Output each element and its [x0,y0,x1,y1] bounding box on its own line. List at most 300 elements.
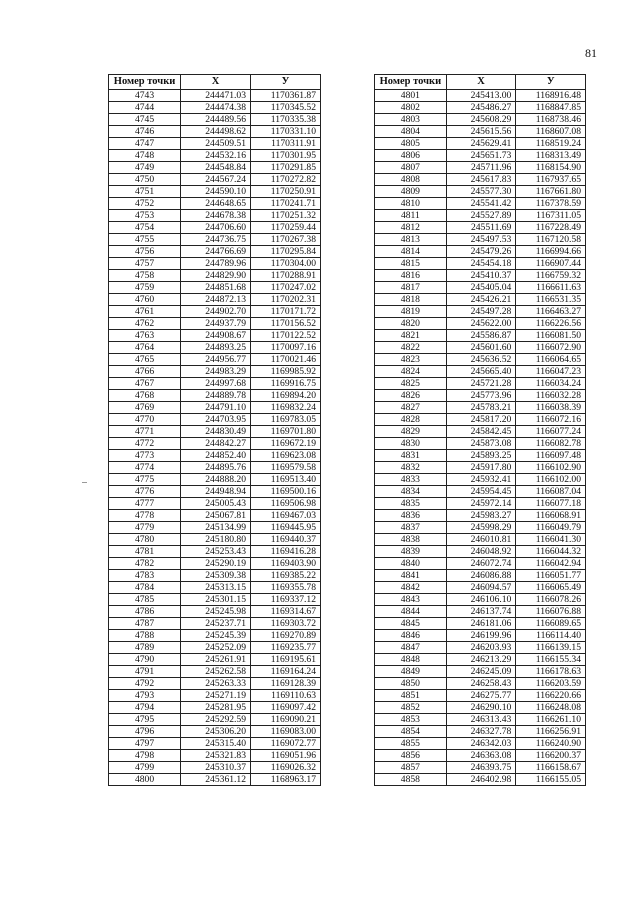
table-row [375,762,586,774]
x-coordinate-cell: 245586.87 [446,330,516,342]
x-coordinate-cell: 245290.19 [181,558,251,570]
point-number-cell: 4783 [109,570,181,582]
table-row [109,510,321,522]
table-row [375,726,586,738]
x-coordinate-cell: 245410.37 [446,270,516,282]
table-row [375,450,586,462]
y-coordinate-cell: 1166611.63 [516,282,586,294]
point-number-cell: 4810 [375,198,447,210]
point-number-cell: 4818 [375,294,447,306]
point-number-cell: 4858 [375,774,447,786]
table-row [375,258,586,270]
table-row [109,246,321,258]
x-coordinate-cell: 245262.58 [181,666,251,678]
y-coordinate-cell: 1166077.24 [516,426,586,438]
x-coordinate-cell: 245313.15 [181,582,251,594]
x-coordinate-cell: 246199.96 [446,630,516,642]
table-row [375,546,586,558]
table-row [109,654,321,666]
header-row [109,75,321,90]
x-coordinate-cell: 245413.00 [446,90,516,102]
point-number-cell: 4745 [109,114,181,126]
table-row [109,714,321,726]
margin-mark [82,482,87,483]
table-row [109,162,321,174]
point-number-cell: 4833 [375,474,447,486]
x-coordinate-cell: 244532.16 [181,150,251,162]
y-coordinate-cell: 1170288.91 [251,270,321,282]
point-number-cell: 4759 [109,282,181,294]
y-coordinate-cell: 1167228.49 [516,222,586,234]
point-number-cell: 4793 [109,690,181,702]
table-row [109,678,321,690]
point-number-cell: 4838 [375,534,447,546]
table-row [109,330,321,342]
point-number-cell: 4764 [109,342,181,354]
x-coordinate-cell: 244474.38 [181,102,251,114]
x-coordinate-cell: 245577.30 [446,186,516,198]
x-coordinate-cell: 245665.40 [446,366,516,378]
x-coordinate-cell: 245636.52 [446,354,516,366]
table-row [109,114,321,126]
x-coordinate-cell: 245783.21 [446,402,516,414]
table-row [109,126,321,138]
y-coordinate-cell: 1170250.91 [251,186,321,198]
point-number-cell: 4809 [375,186,447,198]
table-row [109,366,321,378]
y-coordinate-cell: 1166047.23 [516,366,586,378]
table-row [375,474,586,486]
y-coordinate-cell: 1166078.26 [516,594,586,606]
y-coordinate-cell: 1166049.79 [516,522,586,534]
x-coordinate-cell: 244590.10 [181,186,251,198]
point-number-cell: 4769 [109,402,181,414]
point-number-cell: 4808 [375,174,447,186]
table-row [375,486,586,498]
x-coordinate-cell: 245309.38 [181,570,251,582]
point-number-cell: 4799 [109,762,181,774]
point-number-cell: 4804 [375,126,447,138]
table-row [109,378,321,390]
y-coordinate-cell: 1166907.44 [516,258,586,270]
header-x: X [181,75,251,90]
point-number-cell: 4847 [375,642,447,654]
point-number-cell: 4836 [375,510,447,522]
y-coordinate-cell: 1166256.91 [516,726,586,738]
y-coordinate-cell: 1166759.32 [516,270,586,282]
point-number-cell: 4796 [109,726,181,738]
y-coordinate-cell: 1166248.08 [516,702,586,714]
point-number-cell: 4776 [109,486,181,498]
y-coordinate-cell: 1169500.16 [251,486,321,498]
y-coordinate-cell: 1167661.80 [516,186,586,198]
x-coordinate-cell: 245651.73 [446,150,516,162]
y-coordinate-cell: 1170311.91 [251,138,321,150]
y-coordinate-cell: 1166102.00 [516,474,586,486]
x-coordinate-cell: 244489.56 [181,114,251,126]
x-coordinate-cell: 244889.78 [181,390,251,402]
table-row [375,390,586,402]
y-coordinate-cell: 1166220.66 [516,690,586,702]
y-coordinate-cell: 1169513.40 [251,474,321,486]
x-coordinate-cell: 244872.13 [181,294,251,306]
y-coordinate-cell: 1170267.38 [251,234,321,246]
x-coordinate-cell: 244937.79 [181,318,251,330]
table-row [375,678,586,690]
point-number-cell: 4775 [109,474,181,486]
x-coordinate-cell: 245711.96 [446,162,516,174]
x-coordinate-cell: 246137.74 [446,606,516,618]
point-number-cell: 4821 [375,330,447,342]
page-number: 81 [585,46,597,60]
point-number-cell: 4824 [375,366,447,378]
point-number-cell: 4757 [109,258,181,270]
x-coordinate-cell: 245497.28 [446,306,516,318]
table-row [375,282,586,294]
point-number-cell: 4826 [375,390,447,402]
table-row [109,618,321,630]
x-coordinate-cell: 244829.90 [181,270,251,282]
table-row [109,438,321,450]
point-number-cell: 4848 [375,654,447,666]
point-number-cell: 4816 [375,270,447,282]
table-row [375,270,586,282]
header-point-number: Номер точки [375,75,447,90]
point-number-cell: 4834 [375,486,447,498]
y-coordinate-cell: 1166076.88 [516,606,586,618]
x-coordinate-cell: 246275.77 [446,690,516,702]
table-row [109,450,321,462]
x-coordinate-cell: 245721.28 [446,378,516,390]
table-row [375,642,586,654]
x-coordinate-cell: 246245.09 [446,666,516,678]
y-coordinate-cell: 1169416.28 [251,546,321,558]
point-number-cell: 4840 [375,558,447,570]
y-coordinate-cell: 1170097.16 [251,342,321,354]
x-coordinate-cell: 245134.99 [181,522,251,534]
point-number-cell: 4855 [375,738,447,750]
y-coordinate-cell: 1169445.95 [251,522,321,534]
point-number-cell: 4807 [375,162,447,174]
x-coordinate-cell: 244678.38 [181,210,251,222]
x-coordinate-cell: 244567.24 [181,174,251,186]
y-coordinate-cell: 1169832.24 [251,402,321,414]
table-row [109,498,321,510]
y-coordinate-cell: 1169467.03 [251,510,321,522]
y-coordinate-cell: 1170272.82 [251,174,321,186]
point-number-cell: 4781 [109,546,181,558]
point-number-cell: 4773 [109,450,181,462]
point-number-cell: 4756 [109,246,181,258]
table-row [109,342,321,354]
point-number-cell: 4768 [109,390,181,402]
header-point-number: Номер точки [109,75,181,90]
y-coordinate-cell: 1166068.91 [516,510,586,522]
point-number-cell: 4752 [109,198,181,210]
y-coordinate-cell: 1169314.67 [251,606,321,618]
point-number-cell: 4851 [375,690,447,702]
point-number-cell: 4744 [109,102,181,114]
table-row [375,606,586,618]
table-row [375,366,586,378]
table-row [109,462,321,474]
y-coordinate-cell: 1168607.08 [516,126,586,138]
x-coordinate-cell: 245405.04 [446,282,516,294]
point-number-cell: 4841 [375,570,447,582]
x-coordinate-cell: 245527.89 [446,210,516,222]
x-coordinate-cell: 245622.00 [446,318,516,330]
point-number-cell: 4765 [109,354,181,366]
x-coordinate-cell: 245629.41 [446,138,516,150]
x-coordinate-cell: 245253.43 [181,546,251,558]
table-row [109,522,321,534]
x-coordinate-cell: 244842.27 [181,438,251,450]
x-coordinate-cell: 245497.53 [446,234,516,246]
table-row [375,714,586,726]
y-coordinate-cell: 1169270.89 [251,630,321,642]
x-coordinate-cell: 244830.49 [181,426,251,438]
point-number-cell: 4743 [109,90,181,102]
y-coordinate-cell: 1170156.52 [251,318,321,330]
x-coordinate-cell: 245873.08 [446,438,516,450]
header-row [375,75,586,90]
y-coordinate-cell: 1166463.27 [516,306,586,318]
y-coordinate-cell: 1169916.75 [251,378,321,390]
y-coordinate-cell: 1166038.39 [516,402,586,414]
table-row [109,222,321,234]
table-row [375,618,586,630]
y-coordinate-cell: 1166077.18 [516,498,586,510]
x-coordinate-cell: 246363.08 [446,750,516,762]
table-row [375,702,586,714]
y-coordinate-cell: 1166032.28 [516,390,586,402]
table-row [109,750,321,762]
x-coordinate-cell: 244893.25 [181,342,251,354]
table-row [375,594,586,606]
y-coordinate-cell: 1166072.16 [516,414,586,426]
y-coordinate-cell: 1169110.63 [251,690,321,702]
x-coordinate-cell: 245263.33 [181,678,251,690]
point-number-cell: 4778 [109,510,181,522]
point-number-cell: 4786 [109,606,181,618]
x-coordinate-cell: 246072.74 [446,558,516,570]
x-coordinate-cell: 246290.10 [446,702,516,714]
table-row [109,390,321,402]
point-number-cell: 4845 [375,618,447,630]
y-coordinate-cell: 1166044.32 [516,546,586,558]
point-number-cell: 4856 [375,750,447,762]
x-coordinate-cell: 245315.40 [181,738,251,750]
x-coordinate-cell: 245361.12 [181,774,251,786]
x-coordinate-cell: 244703.95 [181,414,251,426]
y-coordinate-cell: 1170331.10 [251,126,321,138]
table-row [109,726,321,738]
point-number-cell: 4753 [109,210,181,222]
point-number-cell: 4772 [109,438,181,450]
point-number-cell: 4750 [109,174,181,186]
y-coordinate-cell: 1169083.00 [251,726,321,738]
table-row [109,282,321,294]
y-coordinate-cell: 1166089.65 [516,618,586,630]
x-coordinate-cell: 245281.95 [181,702,251,714]
table-row [375,162,586,174]
point-number-cell: 4803 [375,114,447,126]
y-coordinate-cell: 1167120.58 [516,234,586,246]
x-coordinate-cell: 245252.09 [181,642,251,654]
point-number-cell: 4788 [109,630,181,642]
table-row [375,630,586,642]
x-coordinate-cell: 246327.78 [446,726,516,738]
x-coordinate-cell: 245601.60 [446,342,516,354]
table-row [109,666,321,678]
y-coordinate-cell: 1166531.35 [516,294,586,306]
table-row [375,534,586,546]
x-coordinate-cell: 245237.71 [181,618,251,630]
y-coordinate-cell: 1166082.78 [516,438,586,450]
table-row [375,174,586,186]
table-row [109,474,321,486]
table-row [109,186,321,198]
x-coordinate-cell: 244706.60 [181,222,251,234]
x-coordinate-cell: 244766.69 [181,246,251,258]
y-coordinate-cell: 1170202.31 [251,294,321,306]
point-number-cell: 4811 [375,210,447,222]
point-number-cell: 4837 [375,522,447,534]
point-number-cell: 4829 [375,426,447,438]
table-row [375,426,586,438]
point-number-cell: 4842 [375,582,447,594]
table-row [109,570,321,582]
y-coordinate-cell: 1166226.56 [516,318,586,330]
x-coordinate-cell: 244956.77 [181,354,251,366]
x-coordinate-cell: 245617.83 [446,174,516,186]
point-number-cell: 4802 [375,102,447,114]
table-row [375,738,586,750]
table-row [109,258,321,270]
table-row [375,510,586,522]
y-coordinate-cell: 1170345.52 [251,102,321,114]
y-coordinate-cell: 1170122.52 [251,330,321,342]
y-coordinate-cell: 1169894.20 [251,390,321,402]
table-row [375,198,586,210]
table-row [109,234,321,246]
coordinates-table-right [374,74,586,786]
table-row [109,630,321,642]
x-coordinate-cell: 245954.45 [446,486,516,498]
table-row [109,774,321,786]
table-row [375,654,586,666]
point-number-cell: 4825 [375,378,447,390]
x-coordinate-cell: 246402.98 [446,774,516,786]
table-row [109,546,321,558]
x-coordinate-cell: 245486.27 [446,102,516,114]
y-coordinate-cell: 1169164.24 [251,666,321,678]
y-coordinate-cell: 1170251.32 [251,210,321,222]
y-coordinate-cell: 1170301.95 [251,150,321,162]
y-coordinate-cell: 1166081.50 [516,330,586,342]
x-coordinate-cell: 244902.70 [181,306,251,318]
y-coordinate-cell: 1166203.59 [516,678,586,690]
table-row [109,150,321,162]
x-coordinate-cell: 244548.84 [181,162,251,174]
y-coordinate-cell: 1166072.90 [516,342,586,354]
y-coordinate-cell: 1169440.37 [251,534,321,546]
x-coordinate-cell: 245301.15 [181,594,251,606]
y-coordinate-cell: 1169403.90 [251,558,321,570]
y-coordinate-cell: 1169783.05 [251,414,321,426]
point-number-cell: 4767 [109,378,181,390]
x-coordinate-cell: 245932.41 [446,474,516,486]
point-number-cell: 4852 [375,702,447,714]
y-coordinate-cell: 1166114.40 [516,630,586,642]
y-coordinate-cell: 1168154.90 [516,162,586,174]
y-coordinate-cell: 1168313.49 [516,150,586,162]
point-number-cell: 4844 [375,606,447,618]
table-row [375,414,586,426]
table-row [375,306,586,318]
x-coordinate-cell: 246393.75 [446,762,516,774]
table-row [375,774,586,786]
y-coordinate-cell: 1166155.05 [516,774,586,786]
y-coordinate-cell: 1169090.21 [251,714,321,726]
x-coordinate-cell: 244791.10 [181,402,251,414]
table-row [375,138,586,150]
point-number-cell: 4782 [109,558,181,570]
table-row [375,498,586,510]
point-number-cell: 4812 [375,222,447,234]
x-coordinate-cell: 246342.03 [446,738,516,750]
table-row [375,402,586,414]
y-coordinate-cell: 1169701.80 [251,426,321,438]
point-number-cell: 4791 [109,666,181,678]
point-number-cell: 4817 [375,282,447,294]
y-coordinate-cell: 1167937.65 [516,174,586,186]
x-coordinate-cell: 245917.80 [446,462,516,474]
y-coordinate-cell: 1168847.85 [516,102,586,114]
table-row [109,702,321,714]
point-number-cell: 4792 [109,678,181,690]
table-row [109,534,321,546]
x-coordinate-cell: 245454.18 [446,258,516,270]
y-coordinate-cell: 1169672.19 [251,438,321,450]
x-coordinate-cell: 246010.81 [446,534,516,546]
y-coordinate-cell: 1170304.00 [251,258,321,270]
table-row [375,222,586,234]
point-number-cell: 4762 [109,318,181,330]
point-number-cell: 4749 [109,162,181,174]
point-number-cell: 4794 [109,702,181,714]
point-number-cell: 4784 [109,582,181,594]
point-number-cell: 4846 [375,630,447,642]
header-y: У [251,75,321,90]
x-coordinate-cell: 244895.76 [181,462,251,474]
y-coordinate-cell: 1166087.04 [516,486,586,498]
table-row [109,102,321,114]
x-coordinate-cell: 244908.67 [181,330,251,342]
x-coordinate-cell: 245511.69 [446,222,516,234]
table-row [375,294,586,306]
coordinates-table-left [108,74,321,786]
y-coordinate-cell: 1166051.77 [516,570,586,582]
x-coordinate-cell: 245983.27 [446,510,516,522]
y-coordinate-cell: 1166065.49 [516,582,586,594]
x-coordinate-cell: 244983.29 [181,366,251,378]
point-number-cell: 4751 [109,186,181,198]
y-coordinate-cell: 1166178.63 [516,666,586,678]
point-number-cell: 4843 [375,594,447,606]
point-number-cell: 4789 [109,642,181,654]
y-coordinate-cell: 1169097.42 [251,702,321,714]
